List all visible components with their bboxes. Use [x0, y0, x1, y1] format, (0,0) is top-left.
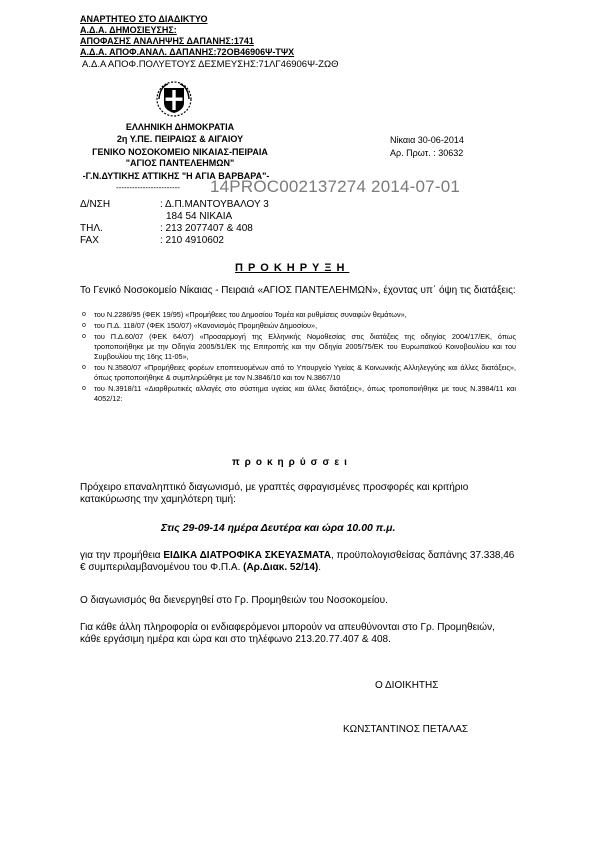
supply-ref: (Αρ.Διακ. 52/14) [243, 562, 319, 573]
address-line2: 184 54 ΝΙΚΑΙΑ [166, 211, 233, 222]
location-paragraph: Ο διαγωνισμός θα διενεργηθεί στο Γρ. Προμηθειών του Νοσοκομείου. [80, 595, 388, 606]
header-line-posting: ΑΝΑΡΤΗΤΕΟ ΣΤΟ ΔΙΑΔΙΚΤΥΟ [80, 14, 208, 24]
signature-name: ΚΩΝΣΤΑΝΤΙΝΟΣ ΠΕΤΑΛΑΣ [343, 724, 469, 735]
issuer-region [50, 134, 310, 145]
phone-value: : 213 2077407 & 408 [160, 223, 253, 234]
issuer-hospital-name: "ΑΓΙΟΣ ΠΑΝΤΕΛΕΗΜΩΝ" [125, 158, 235, 168]
issuer-country: ΕΛΛΗΝΙΚΗ ΔΗΜΟΚΡΑΤΙΑ [125, 122, 235, 132]
tender-date-line: Στις 29-09-14 ημέρα Δευτέρα και ώρα 10.00 π.μ. [161, 522, 396, 534]
issuer-region-text: 2η Υ.ΠΕ. ΠΕΙΡΑΙΩΣ & ΑΙΓΑΙΟΥ [116, 134, 244, 144]
proclaims-heading: προκηρύσσει [232, 457, 352, 468]
supply-end: . [318, 562, 322, 573]
greek-emblem-icon [154, 79, 194, 119]
document-watermark: 14PROC002137274 2014-07-01 [210, 177, 460, 196]
list-item: o του Ν.2286/95 (ΦΕΚ 19/95) «Προμήθειες του Δημοσίου Τομέα και ρυθμίσεις συναφών θεμάτων», [80, 310, 516, 320]
header-line-ada-publication: Α.Δ.Α. ΔΗΜΟΣΙΕΥΣΗΣ: [80, 25, 177, 35]
address-value: : Δ.Π.ΜΑΝΤΟΥΒΑΛΟΥ 3 [160, 199, 269, 210]
tender-paragraph: Πρόχειρο επαναληπτικό διαγωνισμό, με γραπτές σφραγισμένες προσφορές και κριτήριο κατακύρωσης την χαμηλότερη τιμή: [80, 482, 469, 505]
supply-paragraph [80, 550, 516, 574]
fax-label: FAX [80, 235, 99, 246]
supply-pre: για την προμήθεια [80, 550, 164, 561]
place-date: Νίκαια 30-06-2014 [390, 135, 464, 145]
header-line-ada-multiyear: Α.Δ.Α ΑΠΟΦ.ΠΟΛΥΕΤΟΥΣ ΔΕΣΜΕΥΣΗΣ:71ΛΓ46906Ψ-ΖΩΘ [82, 59, 339, 70]
address-label: Δ/ΝΣΗ [80, 199, 111, 210]
supply-mid: , προϋπολογισθείσας δαπάνης 37.338,46 € συμπεριλαμβανομένου του Φ.Π.Α. [80, 550, 515, 573]
document-title: ΠΡΟΚΗΡΥΞΗ [235, 262, 350, 274]
issuer-separator: ------------------------ [116, 183, 180, 192]
list-item: o του Ν.3580/07 «Προμήθειες φορέων εποπτευομένων από το Υπουργείο Υγείας & Κοινωνικής Αλληλεγγύης και άλλες διατάξεις», όπως τροποποιήθηκε & συμπληρώθηκε με τον Ν.3846/10 και τον Ν.3867/10 [80, 363, 516, 383]
issuer-unit: -Γ.Ν.ΔΥΤΙΚΗΣ ΑΤΤΙΚΗΣ "Η ΑΓΙΑ ΒΑΡΒΑΡΑ"- [82, 171, 270, 181]
info-paragraph: Για κάθε άλλη πληροφορία οι ενδιαφερόμενοι μπορούν να απευθύνονται στο Γρ. Προμηθειών, κάθε εργάσιμη ημέρα και ώρα και στο τηλέφωνο 213.20.77.407 & 408. [80, 622, 495, 645]
header-line-decision: ΑΠΟΦΑΣΗΣ ΑΝΑΛΗΨΗΣ ΔΑΠΑΝΗΣ:1741 [80, 36, 254, 46]
list-item: o του Π.Δ. 118/07 (ΦΕΚ 150/07) «Κανονισμός Προμηθειών Δημοσίου», [80, 321, 516, 331]
provisions-list [80, 310, 516, 405]
signature-role: Ο ΔΙΟΙΚΗΤΗΣ [375, 680, 439, 691]
list-item: o του Ν.3918/11 «Διαρθρωτικές αλλαγές στο σύστημα υγείας και άλλες διατάξεις», όπως τροποποιήθηκε με τους Ν.3984/11 και 4052/12: [80, 384, 516, 404]
fax-value: : 210 4910602 [160, 235, 224, 246]
intro-paragraph: Το Γενικό Νοσοκομείο Νίκαιας - Πειραιά «ΑΓΙΟΣ ΠΑΝΤΕΛΕΗΜΩΝ», έχοντας υπ΄ όψη τις διατάξεις: [80, 285, 516, 296]
header-line-ada-decision: Α.Δ.Α. ΑΠΟΦ.ΑΝΑΛ. ΔΑΠΑΝΗΣ:72ΟΒ46906Ψ-ΤΨΧ [80, 47, 295, 57]
phone-label: ΤΗΛ. [80, 223, 103, 234]
protocol-number: Αρ. Πρωτ. : 30632 [390, 148, 464, 158]
list-item: o του Π.Δ.60/07 (ΦΕΚ 64/07) «Προσαρμογή της Ελληνικής Νομοθεσίας στις διατάξεις της οδηγίας 2004/17/ΕΚ, όπως τροποποιήθηκε με την Οδηγία 2005/51/ΕΚ της Επιτροπής και την Οδηγία 2005/75/ΕΚ του Ευρωπαϊκού Κοινοβουλίου και του Συμβουλίου της 16ης 11-05», [80, 332, 516, 362]
issuer-hospital: ΓΕΝΙΚΟ ΝΟΣΟΚΟΜΕΙΟ ΝΙΚΑΙΑΣ-ΠΕΙΡΑΙΑ [92, 147, 268, 157]
supply-item: ΕΙΔΙΚΑ ΔΙΑΤΡΟΦΙΚΑ ΣΚΕΥΑΣΜΑΤΑ [163, 550, 331, 561]
